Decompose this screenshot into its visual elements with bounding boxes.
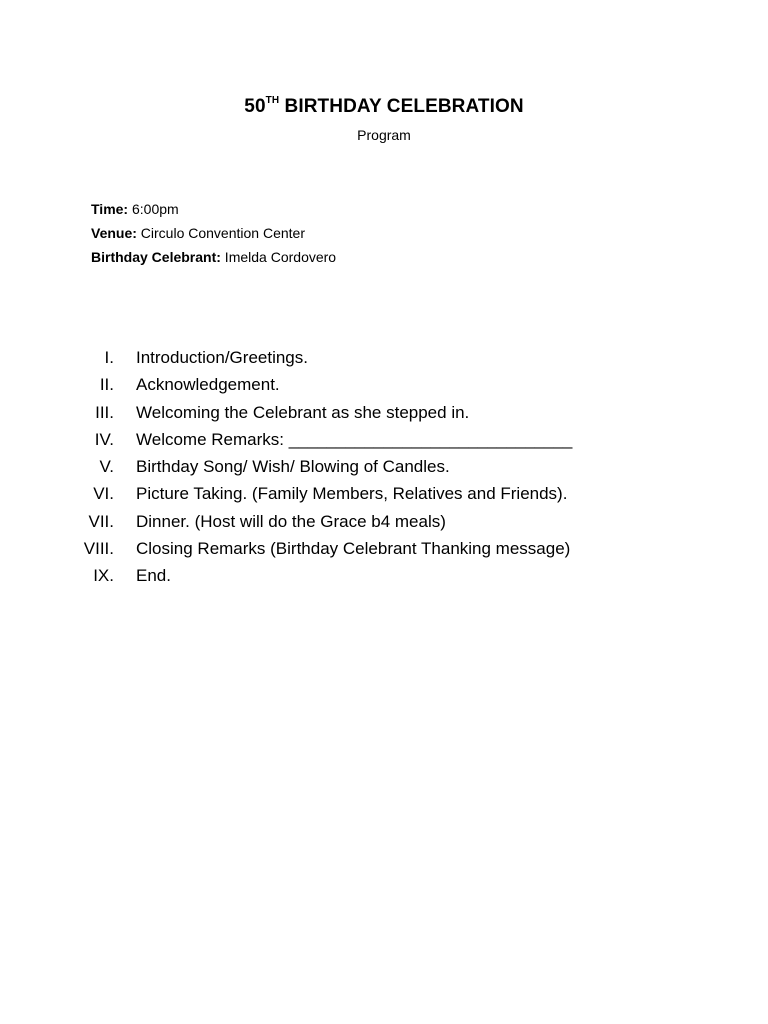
time-value: 6:00pm (128, 201, 179, 217)
program-list (0, 344, 768, 590)
page-subtitle: Program (357, 127, 411, 143)
list-item-number: IX. (93, 566, 114, 586)
celebrant-value: Imelda Cordovero (220, 249, 337, 265)
list-item (0, 535, 768, 562)
list-item-text: Introduction/Greetings. (136, 348, 308, 367)
celebrant-line (91, 245, 336, 269)
list-item (0, 508, 768, 535)
venue-value: Circulo Convention Center (136, 225, 305, 241)
list-item-number: VI. (93, 484, 114, 504)
list-item-text: End. (136, 566, 171, 586)
list-item-number: VII. (88, 511, 114, 531)
list-item-text: Welcoming the Celebrant as she stepped in. (136, 402, 470, 422)
title-text: BIRTHDAY CELEBRATION (279, 96, 524, 117)
list-item-number: V. (99, 457, 114, 477)
list-item (0, 562, 768, 589)
list-item-number: III. (95, 402, 114, 422)
list-item (0, 480, 768, 507)
event-details (91, 197, 336, 269)
title-number: 50 (244, 96, 266, 117)
list-item (0, 371, 768, 398)
list-item (0, 399, 768, 426)
time-label: Time: (91, 201, 129, 217)
list-item (0, 426, 768, 453)
list-item-number: VIII. (83, 539, 114, 559)
title-superscript: TH (265, 94, 280, 106)
list-item-number: I. (104, 348, 114, 367)
list-item-text: Acknowledgement. (136, 375, 280, 395)
list-item-text: Welcome Remarks: ______________________________ (136, 429, 573, 449)
list-item-number: IV. (94, 429, 114, 449)
list-item (0, 344, 768, 371)
list-item-text: Picture Taking. (Family Members, Relatives and Friends). (136, 484, 568, 504)
list-item-text: Birthday Song/ Wish/ Blowing of Candles. (136, 457, 450, 477)
list-item-text: Closing Remarks (Birthday Celebrant Thanking message) (136, 539, 571, 559)
page-title (0, 96, 768, 118)
list-item-number: II. (99, 375, 114, 395)
list-item (0, 453, 768, 480)
celebrant-label: Birthday Celebrant: (91, 249, 221, 265)
time-line (91, 197, 336, 221)
list-item-text: Dinner. (Host will do the Grace b4 meals) (136, 511, 446, 531)
venue-line (91, 221, 336, 245)
venue-label: Venue: (91, 225, 137, 241)
